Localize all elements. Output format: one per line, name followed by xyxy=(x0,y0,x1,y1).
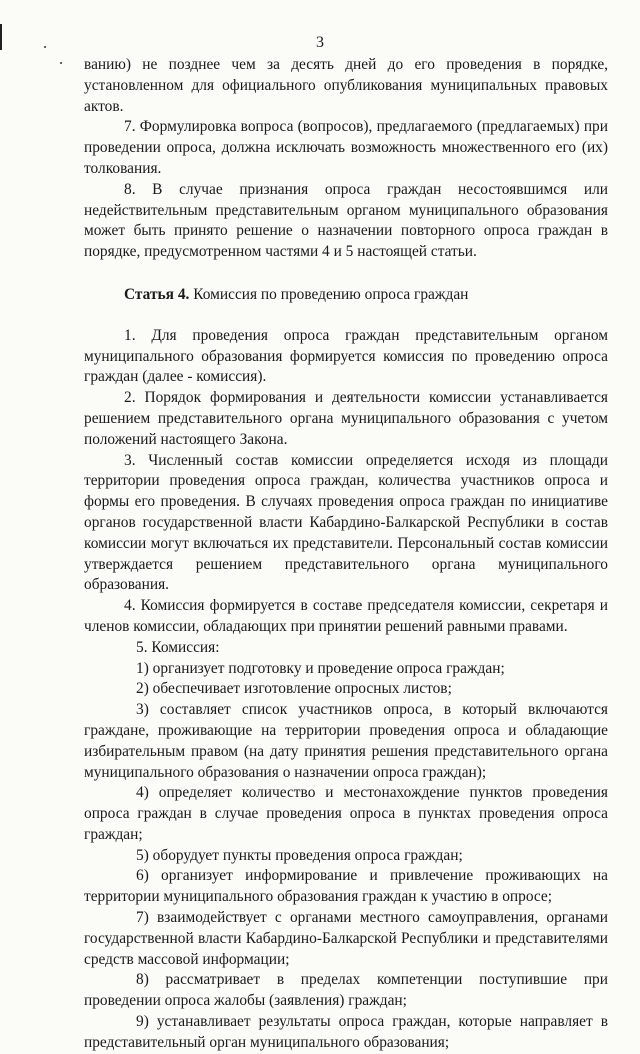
paragraph-a-5-4: 4) определяет количество и местонахождение пунктов проведения опроса граждан в случае проведения опроса в пунктах проведения опроса граждан; xyxy=(84,784,608,843)
paragraph-a-5-9: 9) устанавливает результаты опроса граждан, которые направляет в представительный орган муниципального образования; xyxy=(84,1013,608,1051)
paragraph-p-8: 8. В случае признания опроса граждан несостоявшимся или недействительным представительным органом муниципального образования может быть принято решение о назначении повторного опроса граждан в порядке, предусмотренном частями 4 и 5 настоящей статьи. xyxy=(84,180,608,261)
paragraph-a-5-5: 5) оборудует пункты проведения опроса граждан; xyxy=(136,846,463,864)
article-3-continuation xyxy=(84,55,608,263)
paragraph-a-2: 2. Порядок формирования и деятельности комиссии устанавливается решением представительного органа муниципального образования с учетом положений настоящего Закона. xyxy=(84,389,608,448)
paragraph-a-5-6: 6) организует информирование и привлечение проживающих на территории муниципального образования граждан к участию в опросе; xyxy=(84,867,608,906)
paragraph-a-5: 5. Комиссия: xyxy=(136,638,220,656)
article-label: Статья 4. xyxy=(124,285,190,303)
paragraph-p-cont: ванию) не позднее чем за десять дней до его проведения в порядке, установленном для официального опубликования муниципальных правовых актов. xyxy=(84,56,608,115)
paragraph-p-7: 7. Формулировка вопроса (вопросов), предлагаемого (предлагаемых) при проведении опроса, должна исключать возможность множественного его (их) толкования. xyxy=(84,118,608,177)
paragraph-a-1: 1. Для проведения опроса граждан представительным органом муниципального образования формируется комиссия по проведению опроса граждан (далее - комиссия). xyxy=(84,326,608,386)
paragraph-a-5-1: 1) организует подготовку и проведение опроса граждан; xyxy=(136,659,505,677)
document-body xyxy=(84,55,608,1054)
paragraph-a-5-7: 7) взаимодействует с органами местного самоуправления, органами государственной власти Кабардино-Балкарской Республики и представителями средств массовой информации; xyxy=(84,909,608,968)
article-4-body xyxy=(84,326,608,1054)
paragraph-a-3: 3. Численный состав комиссии определяется исходя из площади территории проведения опроса граждан, количества участников опроса и формы его проведения. В случаях проведения опроса граждан по инициативе органов государственной власти Кабардино-Балкарской Республики в состав комиссии могут включаться их представители. Персональный состав комиссии утверждается решением представительного органа муниципального образования. xyxy=(84,451,608,594)
paragraph-a-5-8: 8) рассматривает в пределах компетенции поступившие при проведении опроса жалобы (заявления) граждан; xyxy=(84,971,608,1010)
paragraph-a-5-3: 3) составляет список участников опроса, в который включаются граждане, проживающие на территории проведения опроса и обладающие избирательным правом (на дату принятия решения представительного органа муниципального образования о назначении опроса граждан); xyxy=(84,701,608,781)
article-title: Комиссия по проведению опроса граждан xyxy=(193,285,469,303)
paragraph-a-5-2: 2) обеспечивает изготовление опросных листов; xyxy=(136,680,452,698)
article-heading xyxy=(84,285,608,306)
page-number: 3 xyxy=(316,34,324,51)
scan-dot xyxy=(60,62,62,64)
paragraph-a-4: 4. Комиссия формируется в составе председателя комиссии, секретаря и членов комиссии, обладающих при принятии решений равными правами. xyxy=(84,597,608,635)
